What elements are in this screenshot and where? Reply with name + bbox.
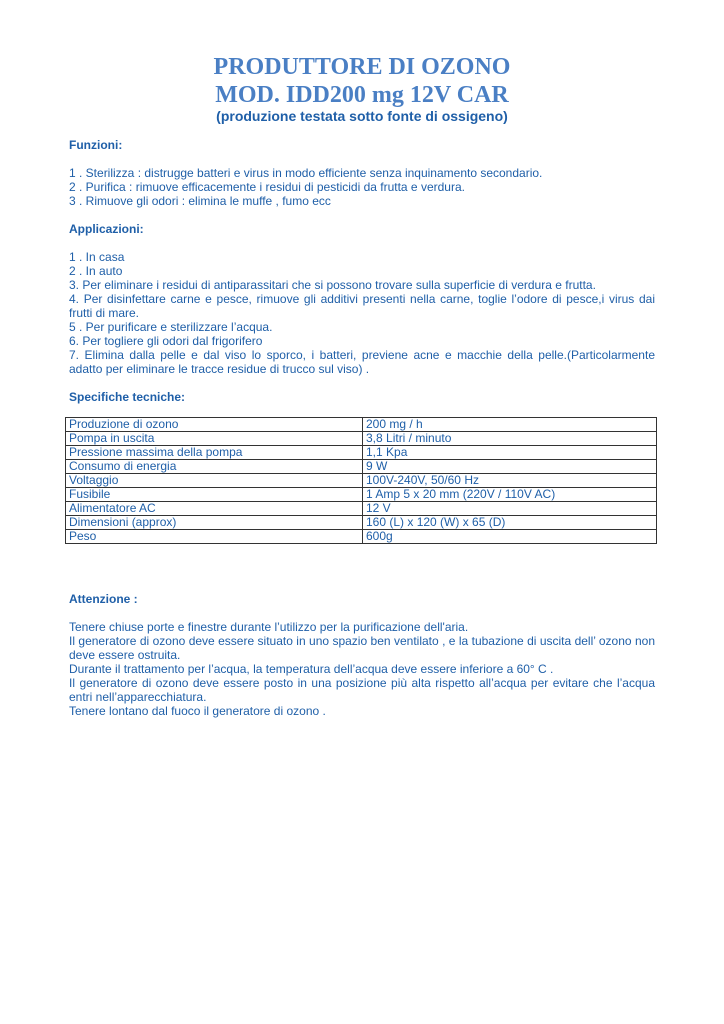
list-item: Il generatore di ozono deve essere posto in una posizione più alta rispetto all’acqua per evitare che l’acqua entri nell’apparecchiatura.: [69, 676, 655, 704]
spec-value: 160 (L) x 120 (W) x 65 (D): [363, 516, 657, 530]
list-item: 6. Per togliere gli odori dal frigorifero: [69, 334, 263, 348]
list-item: 1 . Sterilizza : distrugge batteri e virus in modo efficiente senza inquinamento secondario.: [69, 166, 543, 180]
list-item: 3. Per eliminare i residui di antiparassitari che si possono trovare sulla superficie di verdura e frutta.: [69, 278, 596, 292]
table-row: [66, 474, 657, 488]
funzioni-list: [69, 166, 655, 208]
funzioni-heading: Funzioni:: [69, 138, 123, 152]
spec-key: Alimentatore AC: [66, 502, 363, 516]
spec-key: Fusibile: [66, 488, 363, 502]
list-item: 2 . In auto: [69, 264, 123, 278]
table-row: [66, 530, 657, 544]
list-item: Tenere chiuse porte e finestre durante l’utilizzo per la purificazione dell'aria.: [69, 620, 469, 634]
spec-key: Voltaggio: [66, 474, 363, 488]
list-item: 3 . Rimuove gli odori : elimina le muffe , fumo ecc: [69, 194, 331, 208]
list-item: Il generatore di ozono deve essere situato in uno spazio ben ventilato , e la tubazione di uscita dell’ ozono non deve essere ostruita.: [69, 634, 655, 662]
spec-key: Peso: [66, 530, 363, 544]
table-row: [66, 432, 657, 446]
spec-value: 1,1 Kpa: [363, 446, 657, 460]
attenzione-list: [69, 620, 655, 718]
list-item: 5 . Per purificare e sterilizzare l’acqua.: [69, 320, 273, 334]
attenzione-heading: Attenzione :: [69, 592, 138, 606]
title-line-2: MOD. IDD200 mg 12V CAR: [215, 82, 509, 108]
spec-value: 3,8 Litri / minuto: [363, 432, 657, 446]
spec-value: 100V-240V, 50/60 Hz: [363, 474, 657, 488]
subtitle: (produzione testata sotto fonte di ossigeno): [216, 108, 508, 124]
list-item: Tenere lontano dal fuoco il generatore di ozono .: [69, 704, 326, 718]
list-item: 7. Elimina dalla pelle e dal viso lo sporco, i batteri, previene acne e macchie della pelle.(Particolarmente adatto per eliminare le tracce residue di trucco sul viso) .: [69, 348, 655, 376]
list-item: 4. Per disinfettare carne e pesce, rimuove gli additivi presenti nella carne, toglie l’odore di pesce,i virus dai frutti di mare.: [69, 292, 655, 320]
spec-value: 12 V: [363, 502, 657, 516]
table-row: [66, 502, 657, 516]
specifiche-table: [65, 417, 657, 544]
specifiche-heading: Specifiche tecniche:: [69, 390, 186, 404]
spec-key: Produzione di ozono: [66, 418, 363, 432]
table-row: [66, 516, 657, 530]
spec-key: Consumo di energia: [66, 460, 363, 474]
table-row: [66, 488, 657, 502]
spec-key: Dimensioni (approx): [66, 516, 363, 530]
spec-key: Pompa in uscita: [66, 432, 363, 446]
table-row: [66, 446, 657, 460]
spec-value: 200 mg / h: [363, 418, 657, 432]
title-line-1: PRODUTTORE DI OZONO: [213, 54, 511, 80]
table-row: [66, 460, 657, 474]
spec-key: Pressione massima della pompa: [66, 446, 363, 460]
table-row: [66, 418, 657, 432]
list-item: 2 . Purifica : rimuove efficacemente i residui di pesticidi da frutta e verdura.: [69, 180, 465, 194]
applicazioni-list: [69, 250, 655, 376]
spec-value: 1 Amp 5 x 20 mm (220V / 110V AC): [363, 488, 657, 502]
list-item: Durante il trattamento per l’acqua, la temperatura dell’acqua deve essere inferiore a 60° C .: [69, 662, 554, 676]
applicazioni-heading: Applicazioni:: [69, 222, 144, 236]
list-item: 1 . In casa: [69, 250, 125, 264]
spec-value: 9 W: [363, 460, 657, 474]
spec-value: 600g: [363, 530, 657, 544]
